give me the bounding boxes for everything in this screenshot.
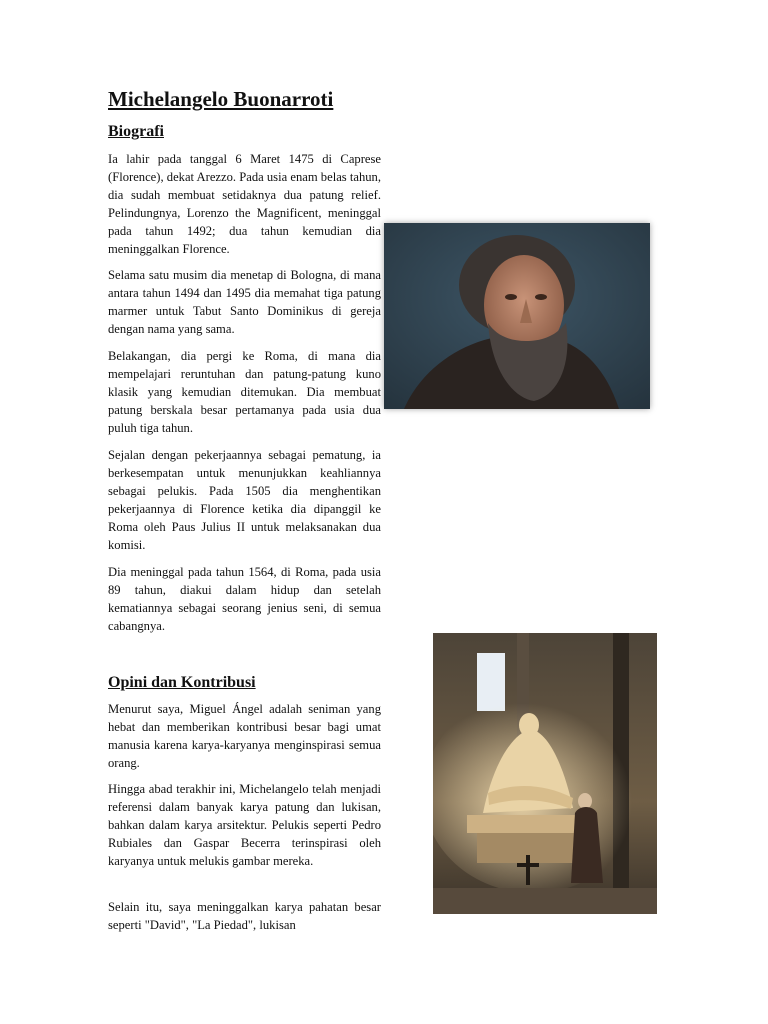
- pieta-sculpture-image: [433, 633, 657, 914]
- section-heading-opini: Opini dan Kontribusi: [108, 674, 256, 691]
- biografi-paragraph-3: Belakangan, dia pergi ke Roma, di mana dia mempelajari reruntuhan dan patung-patung kuno klasik yang kemudian ditemukan. Dia membuat patung berskala besar pertamanya pada usia dua puluh tiga tahun.: [108, 349, 381, 435]
- document-title: Michelangelo Buonarroti: [108, 87, 334, 111]
- biografi-paragraph-5: Dia meninggal pada tahun 1564, di Roma, pada usia 89 tahun, diakui dalam hidup dan setelah kematiannya sebagai seorang jenius seni, di semua cabangnya.: [108, 565, 381, 633]
- opini-paragraph-3: Selain itu, saya meninggalkan karya pahatan besar seperti "David", "La Piedad", lukisan: [108, 900, 381, 932]
- biografi-paragraph-1: Ia lahir pada tanggal 6 Maret 1475 di Caprese (Florence), dekat Arezzo. Pada usia enam belas tahun, dia sudah membuat setidaknya dua patung relief. Pelindungnya, Lorenzo the Magnificent, meninggal pada tahun 1492; dua tahun kemudian dia meninggalkan Florence.: [108, 152, 381, 256]
- biografi-paragraph-4: Sejalan dengan pekerjaannya sebagai pematung, ia berkesempatan untuk menunjukkan keahliannya sebagai pelukis. Pada 1505 dia menghentikan pekerjaannya di Florence ketika dia dipanggil ke Roma oleh Paus Julius II untuk melaksanakan dua komisi.: [108, 448, 381, 552]
- section-heading-biografi: Biografi: [108, 123, 164, 140]
- portrait-image: [384, 223, 650, 409]
- biografi-paragraph-2: Selama satu musim dia menetap di Bologna, di mana antara tahun 1494 dan 1495 dia memahat tiga patung marmer untuk Tabut Santo Dominikus di gereja dengan nama yang sama.: [108, 268, 381, 336]
- opini-paragraph-2: Hingga abad terakhir ini, Michelangelo telah menjadi referensi dalam banyak karya patung dan lukisan, bahkan dalam karya arsitektur. Pelukis seperti Pedro Rubiales dan Gaspar Becerra terinspirasi oleh karyanya untuk melukis gambar mereka.: [108, 782, 381, 868]
- opini-paragraph-1: Menurut saya, Miguel Ángel adalah seniman yang hebat dan memberikan kontribusi besar bagi umat manusia karena karya-karyanya menginspirasi semua orang.: [108, 702, 381, 770]
